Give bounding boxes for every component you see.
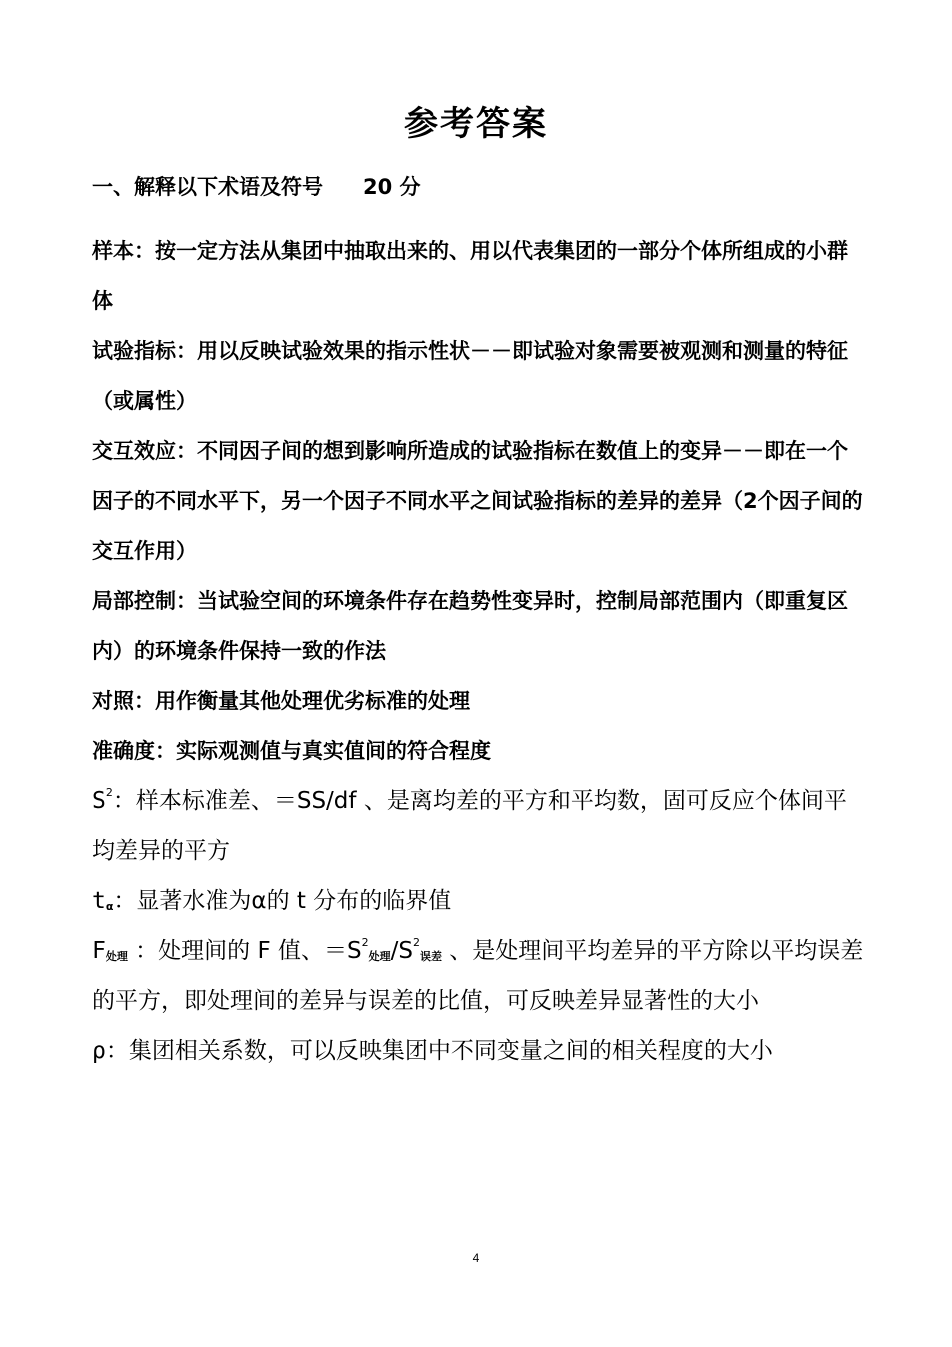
definition-text: ：用以反映试验效果的指示性状－－即试验对象需要被观测和测量的特征（或属性） xyxy=(92,339,848,413)
symbol-rho: ρ xyxy=(92,1038,106,1064)
symbol-t: t xyxy=(92,888,106,914)
definition-accuracy xyxy=(92,726,864,776)
definition-text: /S xyxy=(390,938,413,964)
section-score: 20 分 xyxy=(363,175,421,199)
term-label: 准确度 xyxy=(92,739,155,763)
definition-text: ：集团相关系数，可以反映集团中不同变量之间的相关程度的大小 xyxy=(105,1038,773,1064)
definition-variance xyxy=(92,776,864,876)
definition-t-alpha xyxy=(92,876,864,926)
definition-rho xyxy=(92,1026,864,1076)
definitions-list xyxy=(92,226,864,1076)
definition-text: ：实际观测值与真实值间的符合程度 xyxy=(155,739,491,763)
definition-control xyxy=(92,676,864,726)
definition-text: ：处理间的 F 值、＝S xyxy=(127,938,362,964)
page-number: 4 xyxy=(472,1251,480,1265)
definition-text: ：按一定方法从集团中抽取出来的、用以代表集团的一部分个体所组成的小群体 xyxy=(92,239,848,313)
subscript: 误差 xyxy=(419,950,442,963)
section-heading-text: 一、解释以下术语及符号 xyxy=(92,175,323,199)
definition-interaction xyxy=(92,426,864,576)
definition-text: ：当试验空间的环境条件存在趋势性变异时，控制局部范围内（即重复区内）的环境条件保持一致的作法 xyxy=(92,589,848,663)
term-label: 对照 xyxy=(92,689,134,713)
superscript: 2 xyxy=(412,936,420,949)
symbol-f: F xyxy=(92,938,106,964)
definition-text: ：样本标准差、＝SS/df 、是离均差的平方和平均数，固可反应个体间平均差异的平方 xyxy=(92,788,847,864)
term-label: 交互效应 xyxy=(92,439,176,463)
symbol-s: S xyxy=(92,788,106,814)
term-label: 局部控制 xyxy=(92,589,176,613)
definition-f-treatment xyxy=(92,926,864,1026)
definition-text: ：显著水准为α的 t 分布的临界值 xyxy=(113,888,452,914)
subscript: α xyxy=(105,900,114,913)
subscript: 处理 xyxy=(368,950,391,963)
definition-local-control xyxy=(92,576,864,676)
subscript: 处理 xyxy=(105,950,128,963)
definition-text: ：不同因子间的想到影响所造成的试验指标在数值上的变异－－即在一个因子的不同水平下，另一个因子不同水平之间试验指标的差异的差异（2个因子间的交互作用） xyxy=(92,439,863,563)
term-label: 试验指标 xyxy=(92,339,176,363)
definition-sample xyxy=(92,226,864,326)
definition-text: 、是处理间平均差异的平方除以平均误差的平方，即处理间的差异与误差的比值，可反映差异显著性的大小 xyxy=(92,938,864,1014)
page-title: 参考答案 xyxy=(404,104,548,144)
superscript: 2 xyxy=(361,936,369,949)
term-label: 样本 xyxy=(92,239,134,263)
superscript: 2 xyxy=(105,786,113,799)
definition-indicator xyxy=(92,326,864,426)
section-heading xyxy=(92,171,421,201)
definition-text: ：用作衡量其他处理优劣标准的处理 xyxy=(134,689,470,713)
